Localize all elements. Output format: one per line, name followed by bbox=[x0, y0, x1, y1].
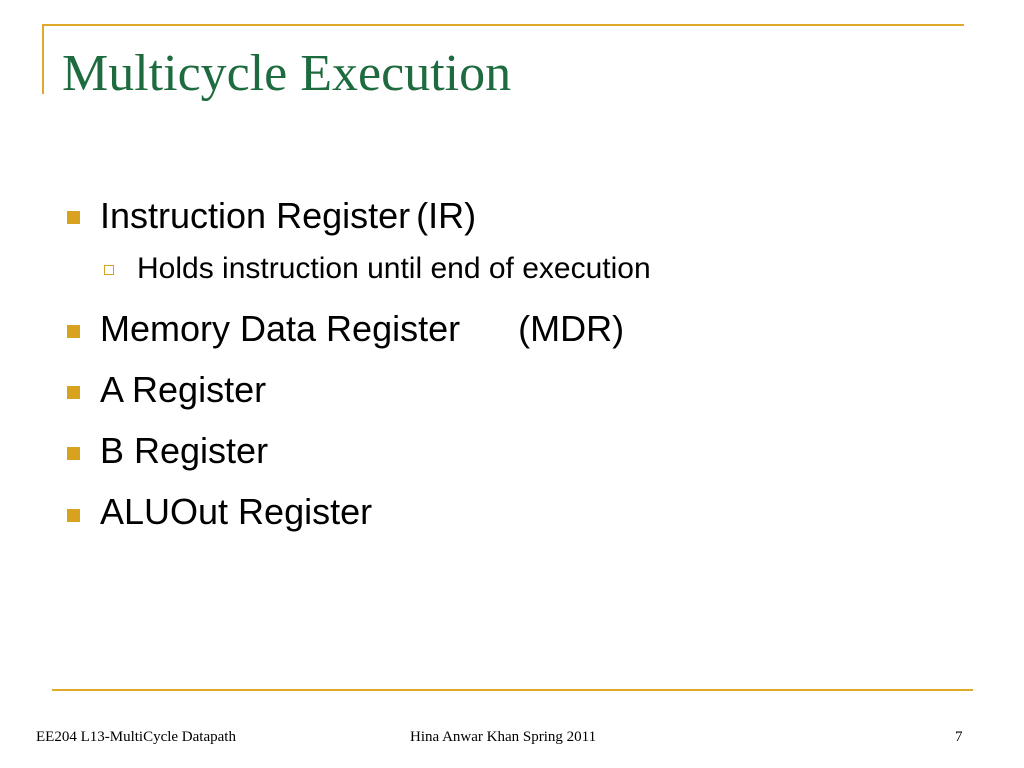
bullet-item: ALUOut Register bbox=[100, 491, 373, 532]
bullet-item bbox=[100, 196, 476, 236]
frame-left-line bbox=[42, 24, 44, 94]
bullet-item: B Register bbox=[100, 430, 269, 471]
page-number: 7 bbox=[955, 729, 963, 745]
square-bullet-icon bbox=[67, 386, 80, 399]
bullet-text-part: Instruction Register bbox=[100, 195, 411, 236]
bullet-text-part: (IR) bbox=[416, 195, 477, 236]
sub-bullet-item: Holds instruction until end of execution bbox=[137, 252, 651, 285]
square-bullet-icon bbox=[67, 211, 80, 224]
bullet-text-part: Memory Data Register bbox=[100, 308, 461, 349]
bullet-item bbox=[100, 309, 624, 349]
footer-divider bbox=[52, 689, 973, 691]
square-bullet-icon bbox=[67, 447, 80, 460]
square-bullet-icon bbox=[67, 325, 80, 338]
footer-author: Hina Anwar Khan Spring 2011 bbox=[410, 729, 597, 745]
square-bullet-icon bbox=[67, 509, 80, 522]
footer-course: EE204 L13-MultiCycle Datapath bbox=[36, 729, 236, 745]
slide-title: Multicycle Execution bbox=[62, 45, 512, 102]
bullet-item: A Register bbox=[100, 369, 267, 410]
frame-top-line bbox=[42, 24, 964, 26]
bullet-text-part: (MDR) bbox=[518, 308, 625, 349]
hollow-square-bullet-icon bbox=[104, 265, 114, 275]
